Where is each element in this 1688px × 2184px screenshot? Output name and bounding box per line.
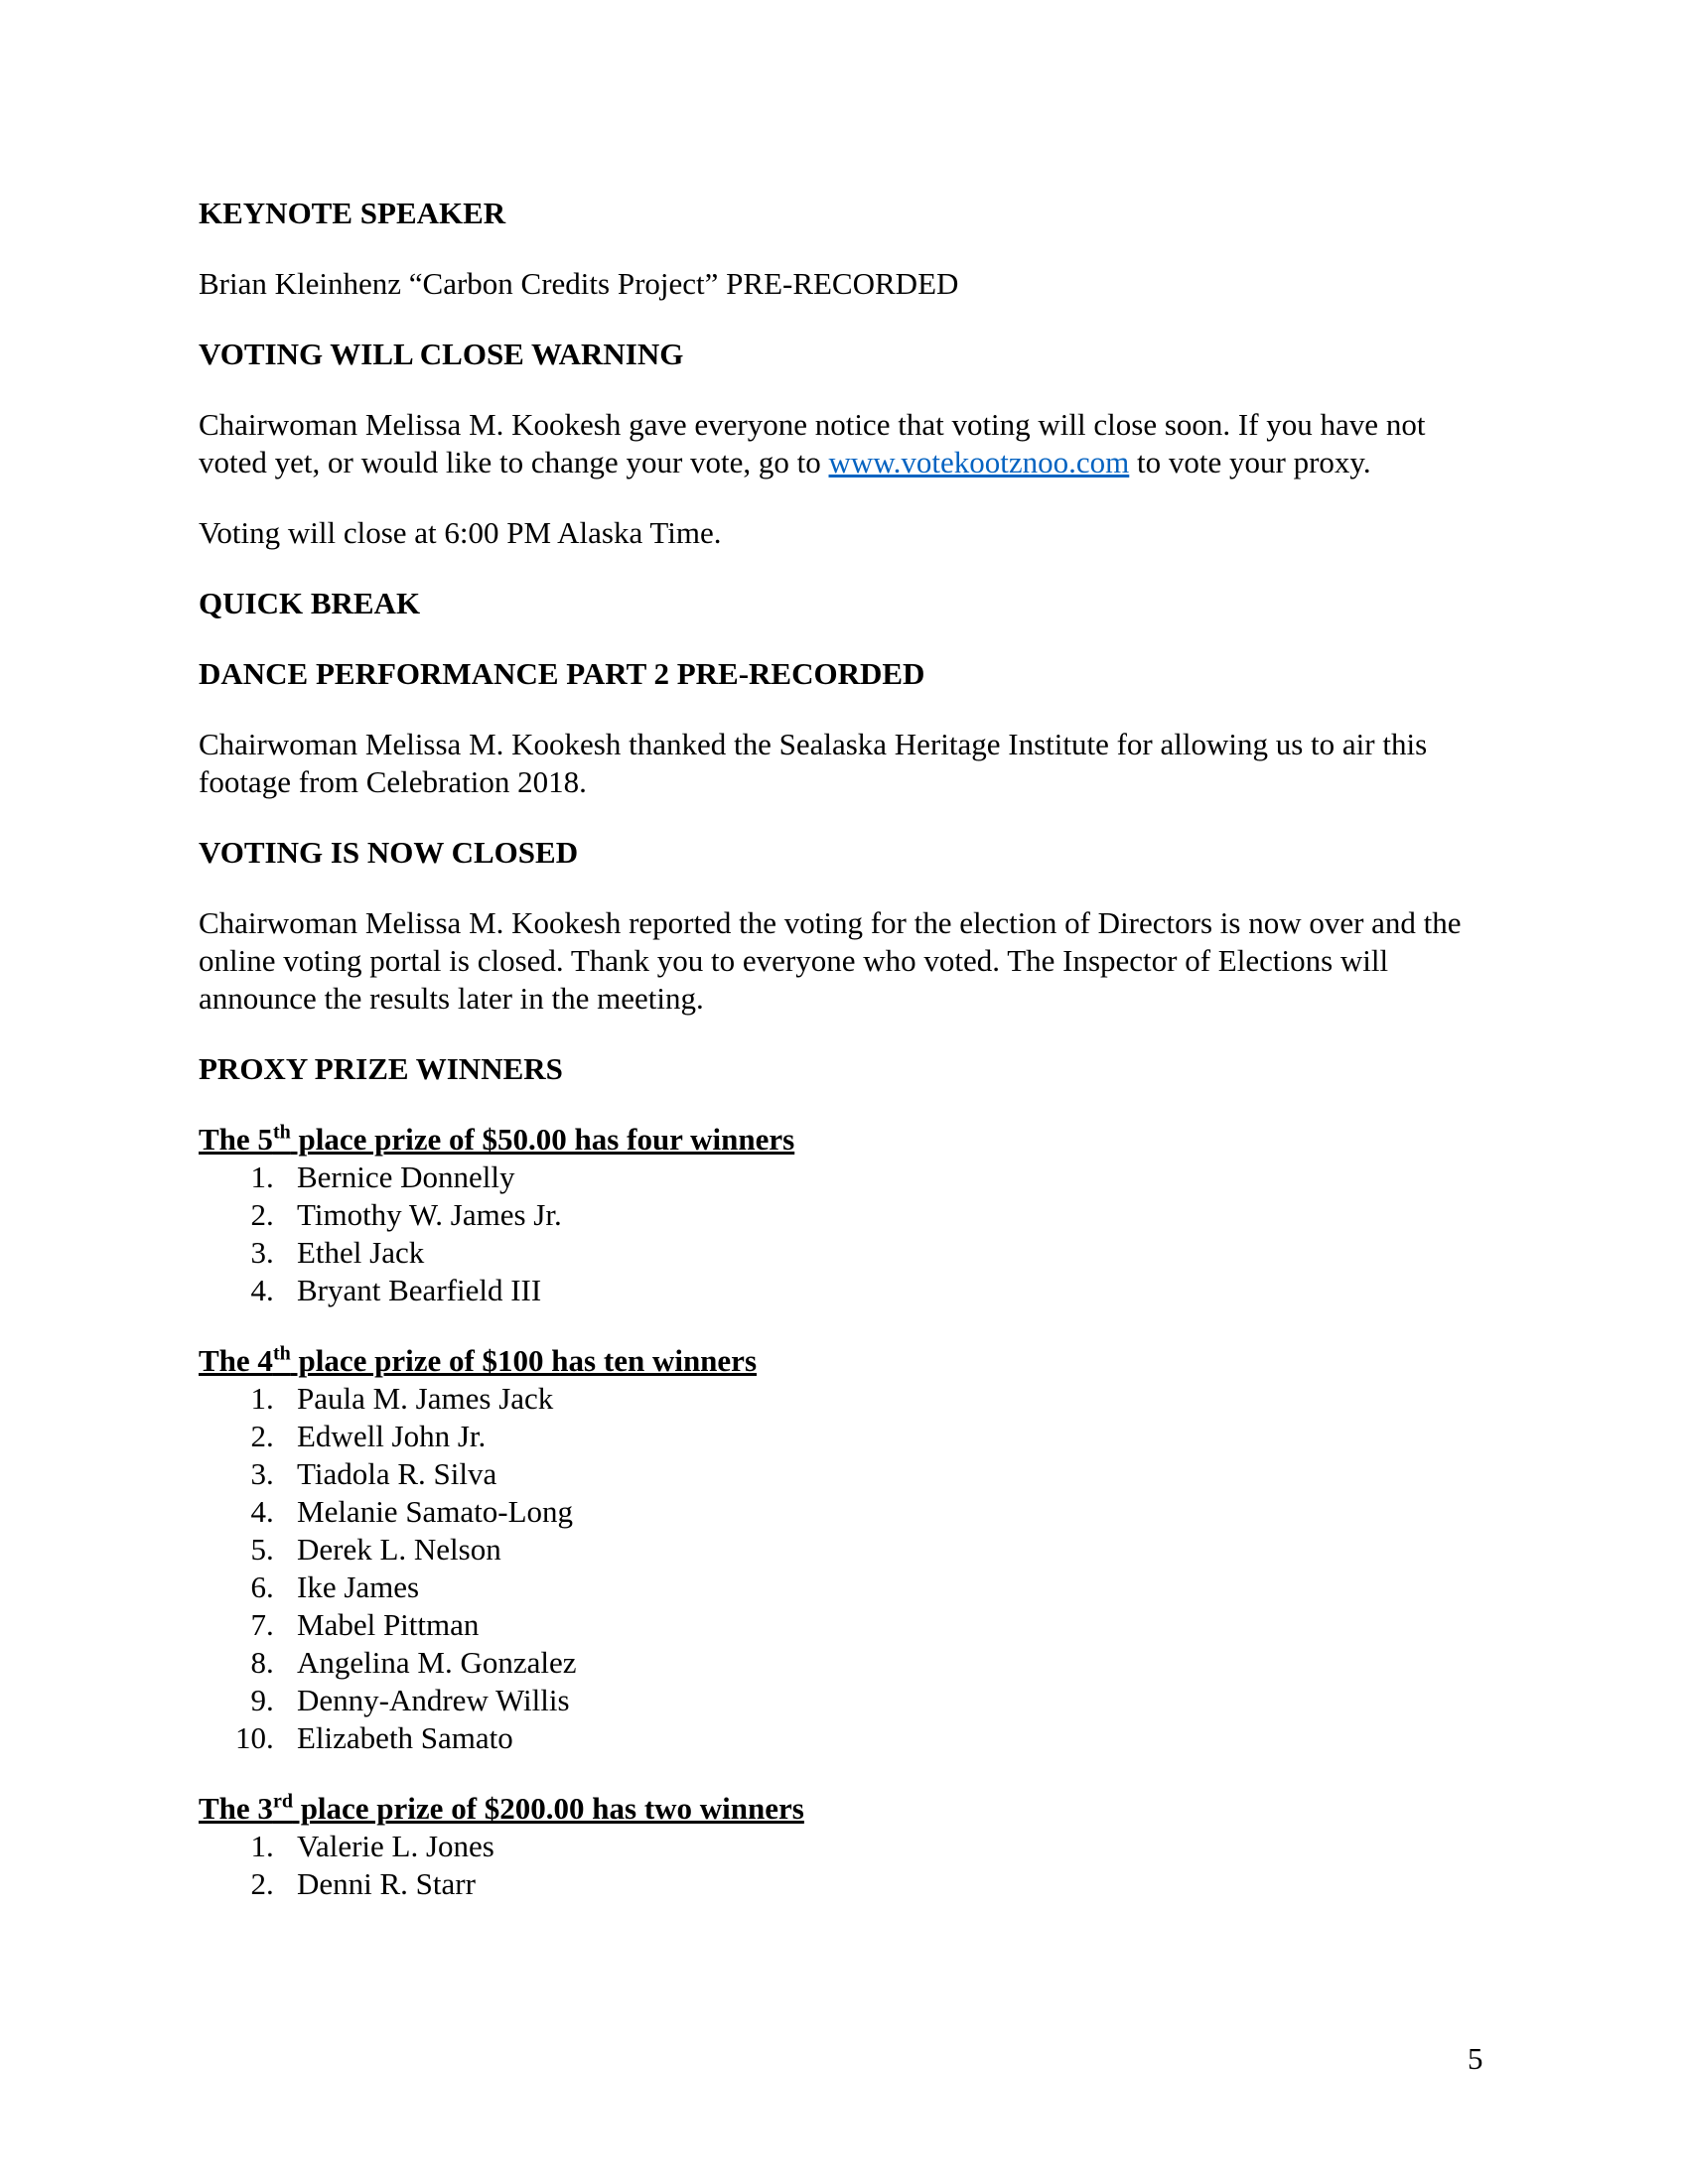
winner-number: 1. xyxy=(250,1381,297,1416)
keynote-heading: KEYNOTE SPEAKER xyxy=(199,196,506,230)
fifth-place-title xyxy=(199,1121,1489,1159)
winner-number: 4. xyxy=(250,1273,297,1307)
winner-number: 1. xyxy=(250,1829,297,1863)
winner-list-item xyxy=(199,1606,1489,1644)
voting-closed-heading: VOTING IS NOW CLOSED xyxy=(199,835,579,870)
voting-warning-text-before: Chairwoman Melissa M. Kookesh gave everyone notice that voting will close soon. If you have not voted yet, or would like to change your vote, go to xyxy=(199,407,1426,479)
winner-number: 2. xyxy=(250,1419,297,1453)
page-number: 5 xyxy=(1468,2041,1483,2076)
winner-name: Tiadola R. Silva xyxy=(297,1456,497,1491)
third-title-pre: The 3 xyxy=(199,1791,273,1826)
fifth-title-post: place prize of $50.00 has four winners xyxy=(290,1122,795,1157)
winner-number: 2. xyxy=(250,1197,297,1232)
voting-warning-text xyxy=(199,406,1489,481)
winner-list-item xyxy=(199,1234,1489,1272)
winner-name: Ike James xyxy=(297,1570,420,1604)
winner-name: Bernice Donnelly xyxy=(297,1160,515,1194)
third-title-sup: rd xyxy=(272,1790,293,1813)
winner-name: Bryant Bearfield III xyxy=(297,1273,542,1307)
winner-number: 5. xyxy=(250,1532,297,1567)
winner-name: Angelina M. Gonzalez xyxy=(297,1645,577,1680)
page-content xyxy=(199,195,1489,1936)
winner-number: 10. xyxy=(235,1720,297,1755)
winner-list-item xyxy=(199,1159,1489,1196)
winner-list-item xyxy=(199,1531,1489,1569)
vote-website-link[interactable]: www.votekootznoo.com xyxy=(828,445,1130,479)
winner-number: 6. xyxy=(250,1570,297,1604)
winner-number: 7. xyxy=(250,1607,297,1642)
voting-warning-heading: VOTING WILL CLOSE WARNING xyxy=(199,337,684,371)
proxy-prize-heading: PROXY PRIZE WINNERS xyxy=(199,1051,563,1086)
fourth-title-post: place prize of $100 has ten winners xyxy=(290,1343,758,1378)
dance-heading: DANCE PERFORMANCE PART 2 PRE-RECORDED xyxy=(199,656,925,691)
winner-name: Melanie Samato-Long xyxy=(297,1494,574,1529)
dance-text: Chairwoman Melissa M. Kookesh thanked the Sealaska Heritage Institute for allowing us to air this footage from Celebration 2018. xyxy=(199,727,1428,799)
fourth-title-pre: The 4 xyxy=(199,1343,273,1378)
winner-name: Valerie L. Jones xyxy=(297,1829,494,1863)
winner-list-item xyxy=(199,1272,1489,1309)
winner-number: 1. xyxy=(250,1160,297,1194)
voting-close-time: Voting will close at 6:00 PM Alaska Time. xyxy=(199,515,722,550)
winner-name: Mabel Pittman xyxy=(297,1607,480,1642)
keynote-text: Brian Kleinhenz “Carbon Credits Project” PRE-RECORDED xyxy=(199,266,959,301)
winner-list-item xyxy=(199,1418,1489,1455)
fifth-title-sup: th xyxy=(272,1121,291,1144)
winner-list-item xyxy=(199,1719,1489,1757)
winner-name: Denni R. Starr xyxy=(297,1866,476,1901)
winner-number: 4. xyxy=(250,1494,297,1529)
voting-closed-text: Chairwoman Melissa M. Kookesh reported the voting for the election of Directors is now over and the online voting portal is closed. Thank you to everyone who voted. The Inspector of Elections will announce the results later in the meeting. xyxy=(199,905,1462,1016)
fifth-title-pre: The 5 xyxy=(199,1122,273,1157)
winner-name: Edwell John Jr. xyxy=(297,1419,487,1453)
winner-list-item xyxy=(199,1493,1489,1531)
third-title-post: place prize of $200.00 has two winners xyxy=(292,1791,804,1826)
voting-warning-text-after: to vote your proxy. xyxy=(1129,445,1371,479)
winner-list-item xyxy=(199,1644,1489,1682)
winner-list-item xyxy=(199,1196,1489,1234)
fourth-place-winners xyxy=(199,1380,1489,1757)
winner-number: 8. xyxy=(250,1645,297,1680)
winner-list-item xyxy=(199,1569,1489,1606)
winner-name: Timothy W. James Jr. xyxy=(297,1197,562,1232)
third-place-winners xyxy=(199,1828,1489,1903)
quick-break-heading: QUICK BREAK xyxy=(199,586,421,620)
winner-name: Elizabeth Samato xyxy=(297,1720,513,1755)
winner-name: Paula M. James Jack xyxy=(297,1381,554,1416)
third-place-title xyxy=(199,1790,1489,1828)
winner-list-item xyxy=(199,1865,1489,1903)
winner-name: Derek L. Nelson xyxy=(297,1532,501,1567)
fifth-place-winners xyxy=(199,1159,1489,1309)
winner-number: 2. xyxy=(250,1866,297,1901)
winner-number: 9. xyxy=(250,1683,297,1717)
winner-list-item xyxy=(199,1455,1489,1493)
fourth-title-sup: th xyxy=(272,1342,291,1365)
winner-name: Ethel Jack xyxy=(297,1235,425,1270)
winner-list-item xyxy=(199,1828,1489,1865)
winner-list-item xyxy=(199,1682,1489,1719)
winner-number: 3. xyxy=(250,1456,297,1491)
winner-list-item xyxy=(199,1380,1489,1418)
winner-number: 3. xyxy=(250,1235,297,1270)
winner-name: Denny-Andrew Willis xyxy=(297,1683,570,1717)
fourth-place-title xyxy=(199,1342,1489,1380)
